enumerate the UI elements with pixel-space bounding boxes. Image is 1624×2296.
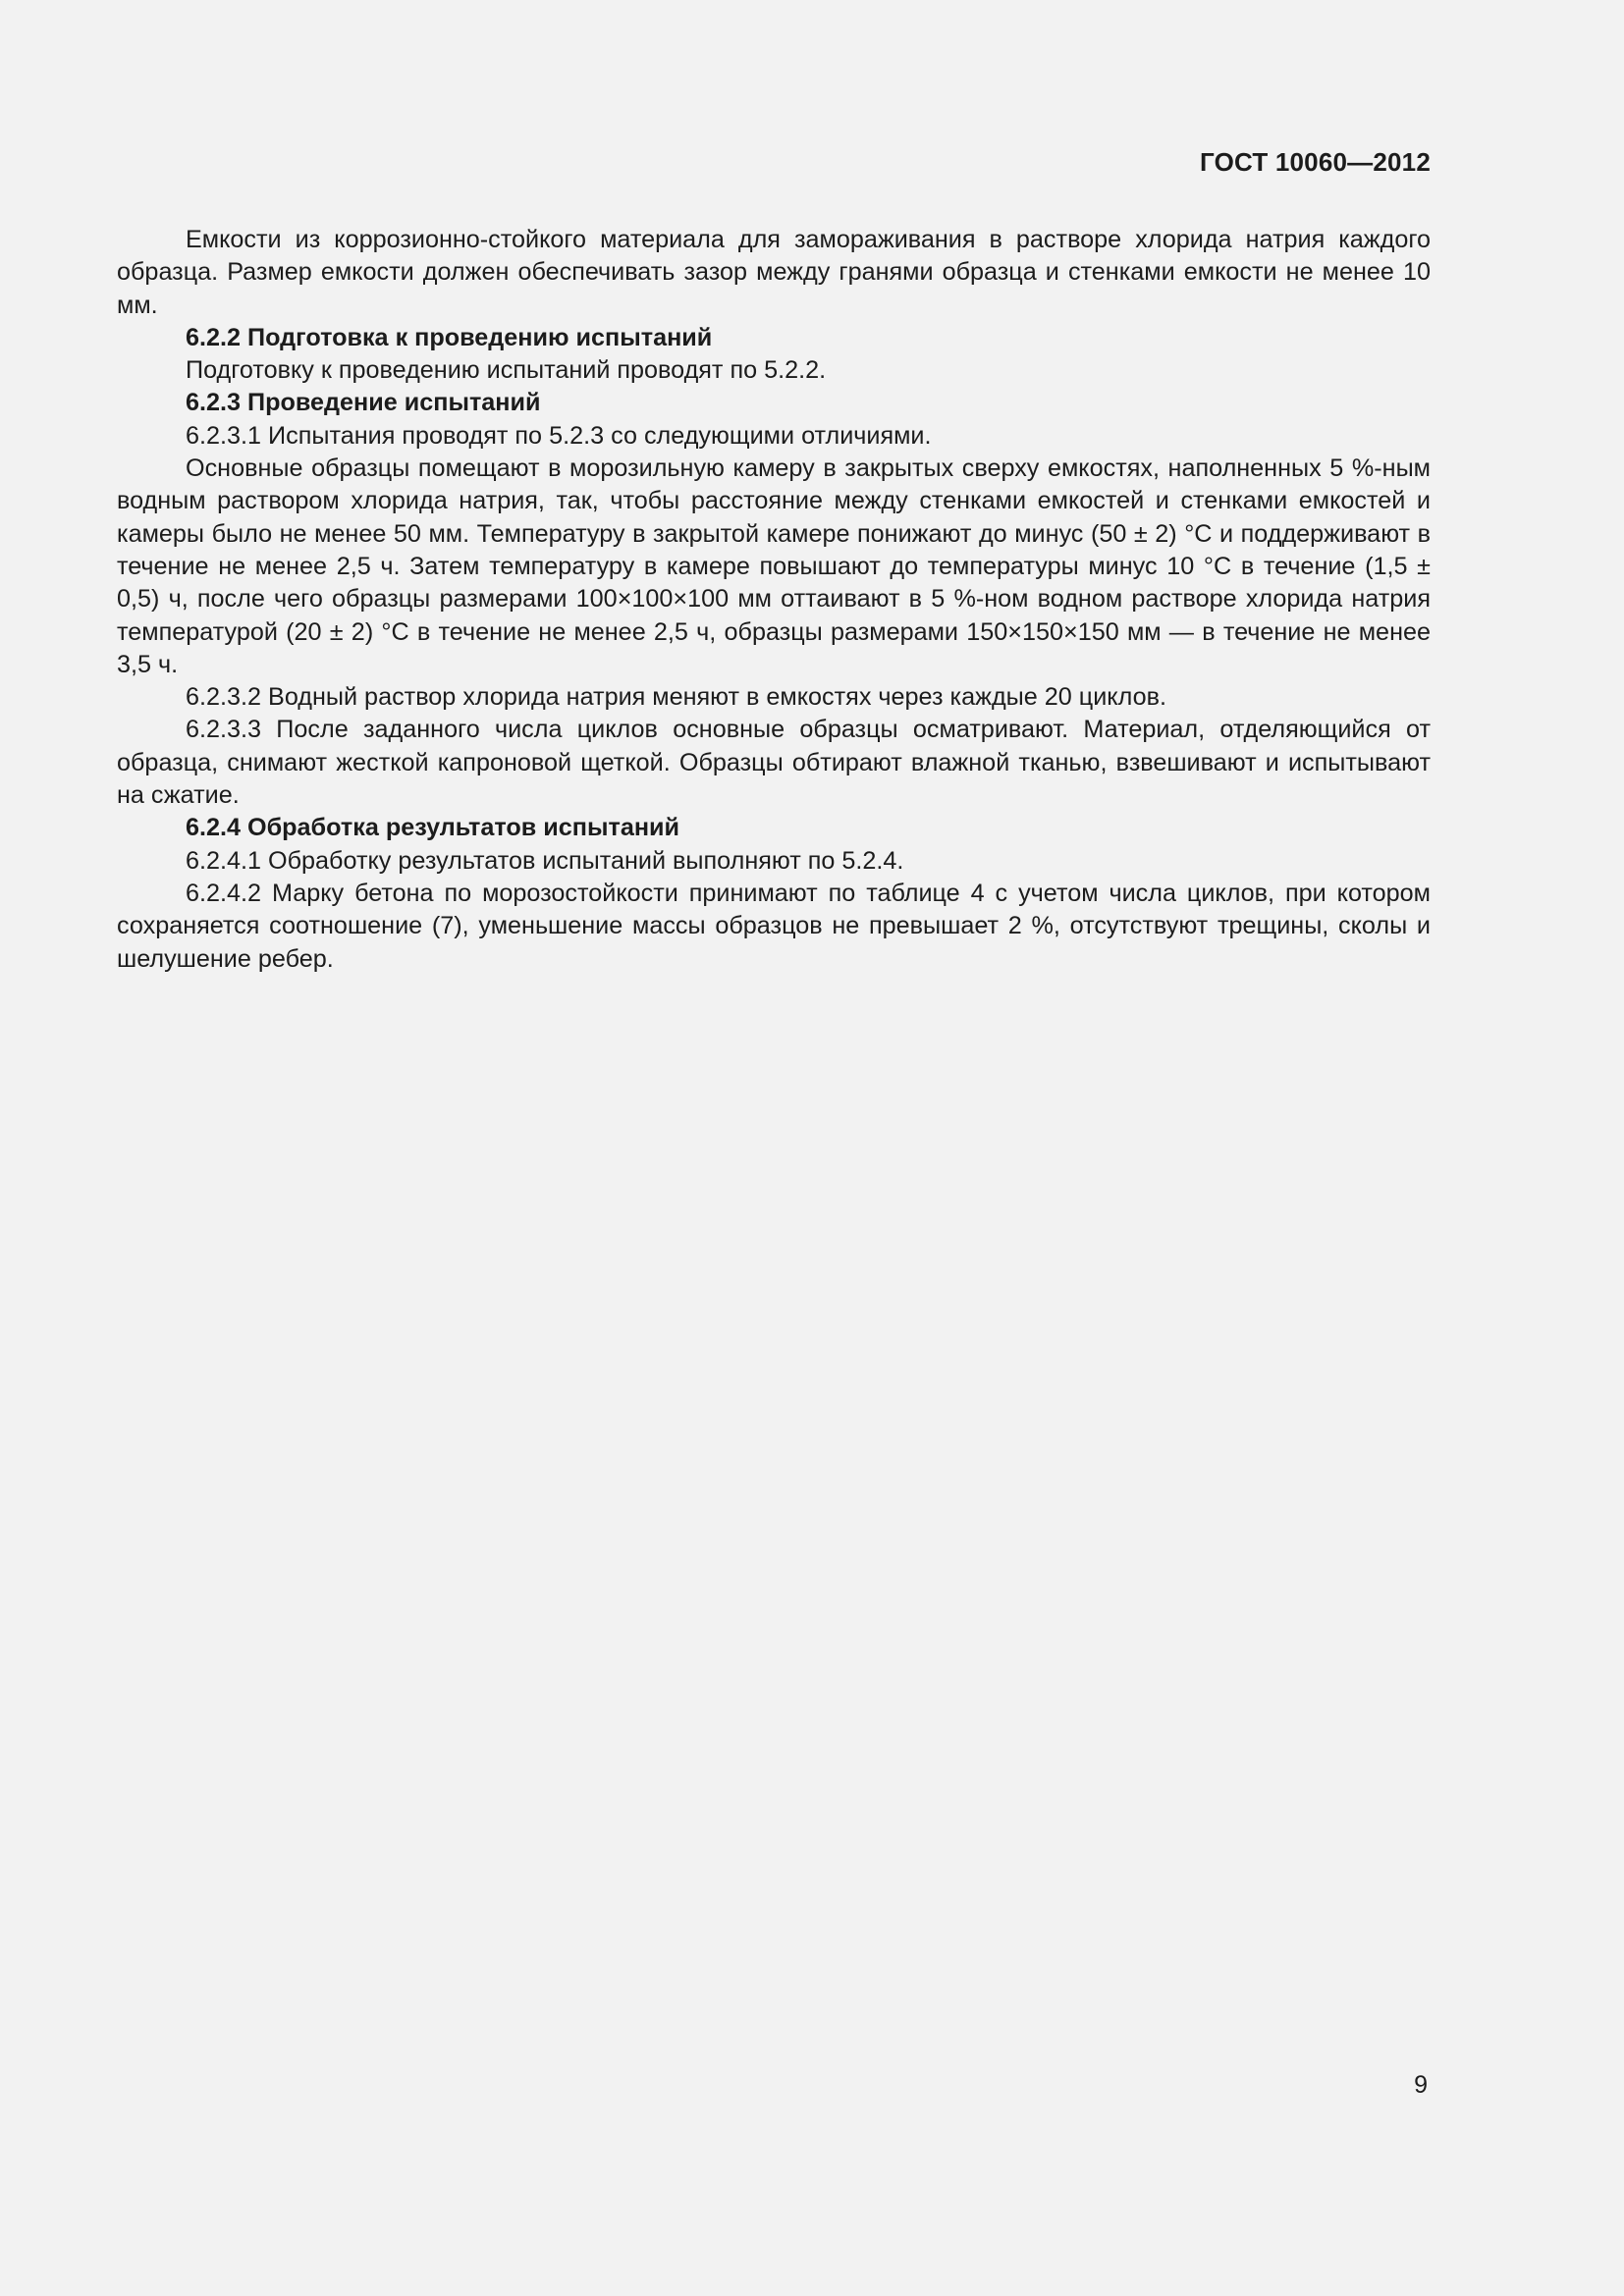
paragraph-6-2-3-1: 6.2.3.1 Испытания проводят по 5.2.3 со следующими отличиями.: [186, 421, 932, 450]
paragraph-6-2-3-1-details: Основные образцы помещают в морозильную камеру в закрытых сверху емкостях, наполненных 5 %-ным водным раствором хлорида натрия, так, чтобы расстояние между стенками емкостей и стенками емкостей и камеры было не менее 50 мм. Температуру в закрытой камере понижают до минус (50 ± 2) °С и поддерживают в течение не менее 2,5 ч. Затем температуру в камере повышают до температуры минус 10 °С в течение (1,5 ± 0,5) ч, после чего образцы размерами 100×100×100 мм оттаивают в 5 %-ном водном растворе хлорида натрия температурой (20 ± 2) °С в течение не менее 2,5 ч, образцы размерами 150×150×150 мм — в течение не менее 3,5 ч.: [117, 454, 1431, 678]
section-heading-6-2-2: 6.2.2 Подготовка к проведению испытаний: [186, 323, 713, 351]
section-heading-6-2-4: 6.2.4 Обработка результатов испытаний: [186, 814, 680, 842]
document-body: [117, 224, 1431, 976]
paragraph-6-2-2: Подготовку к проведению испытаний проводят по 5.2.2.: [186, 356, 827, 385]
paragraph-6-2-3-3: 6.2.3.3 После заданного числа циклов основные образцы осматривают. Материал, отделяющийся от образца, снимают жесткой капроновой щеткой. Образцы обтирают влажной тканью, взвешивают и испытывают на сжатие.: [117, 716, 1431, 810]
document-code-header: ГОСТ 10060—2012: [1200, 147, 1431, 177]
paragraph-6-2-4-2: 6.2.4.2 Марку бетона по морозостойкости принимают по таблице 4 с учетом числа циклов, при котором сохраняется соотношение (7), уменьшение массы образцов не превышает 2 %, отсутствуют трещины, сколы и шелушение ребер.: [117, 879, 1431, 973]
paragraph-6-2-3-2: 6.2.3.2 Водный раствор хлорида натрия меняют в емкостях через каждые 20 циклов.: [186, 683, 1166, 712]
section-heading-6-2-3: 6.2.3 Проведение испытаний: [186, 389, 541, 417]
page-number: 9: [1414, 2071, 1428, 2099]
paragraph-6-2-4-1: 6.2.4.1 Обработку результатов испытаний выполняют по 5.2.4.: [186, 846, 904, 875]
paragraph-containers: Емкости из коррозионно-стойкого материала для замораживания в растворе хлорида натрия каждого образца. Размер емкости должен обеспечивать зазор между гранями образца и стенками емкости не менее 10 мм.: [117, 226, 1431, 319]
